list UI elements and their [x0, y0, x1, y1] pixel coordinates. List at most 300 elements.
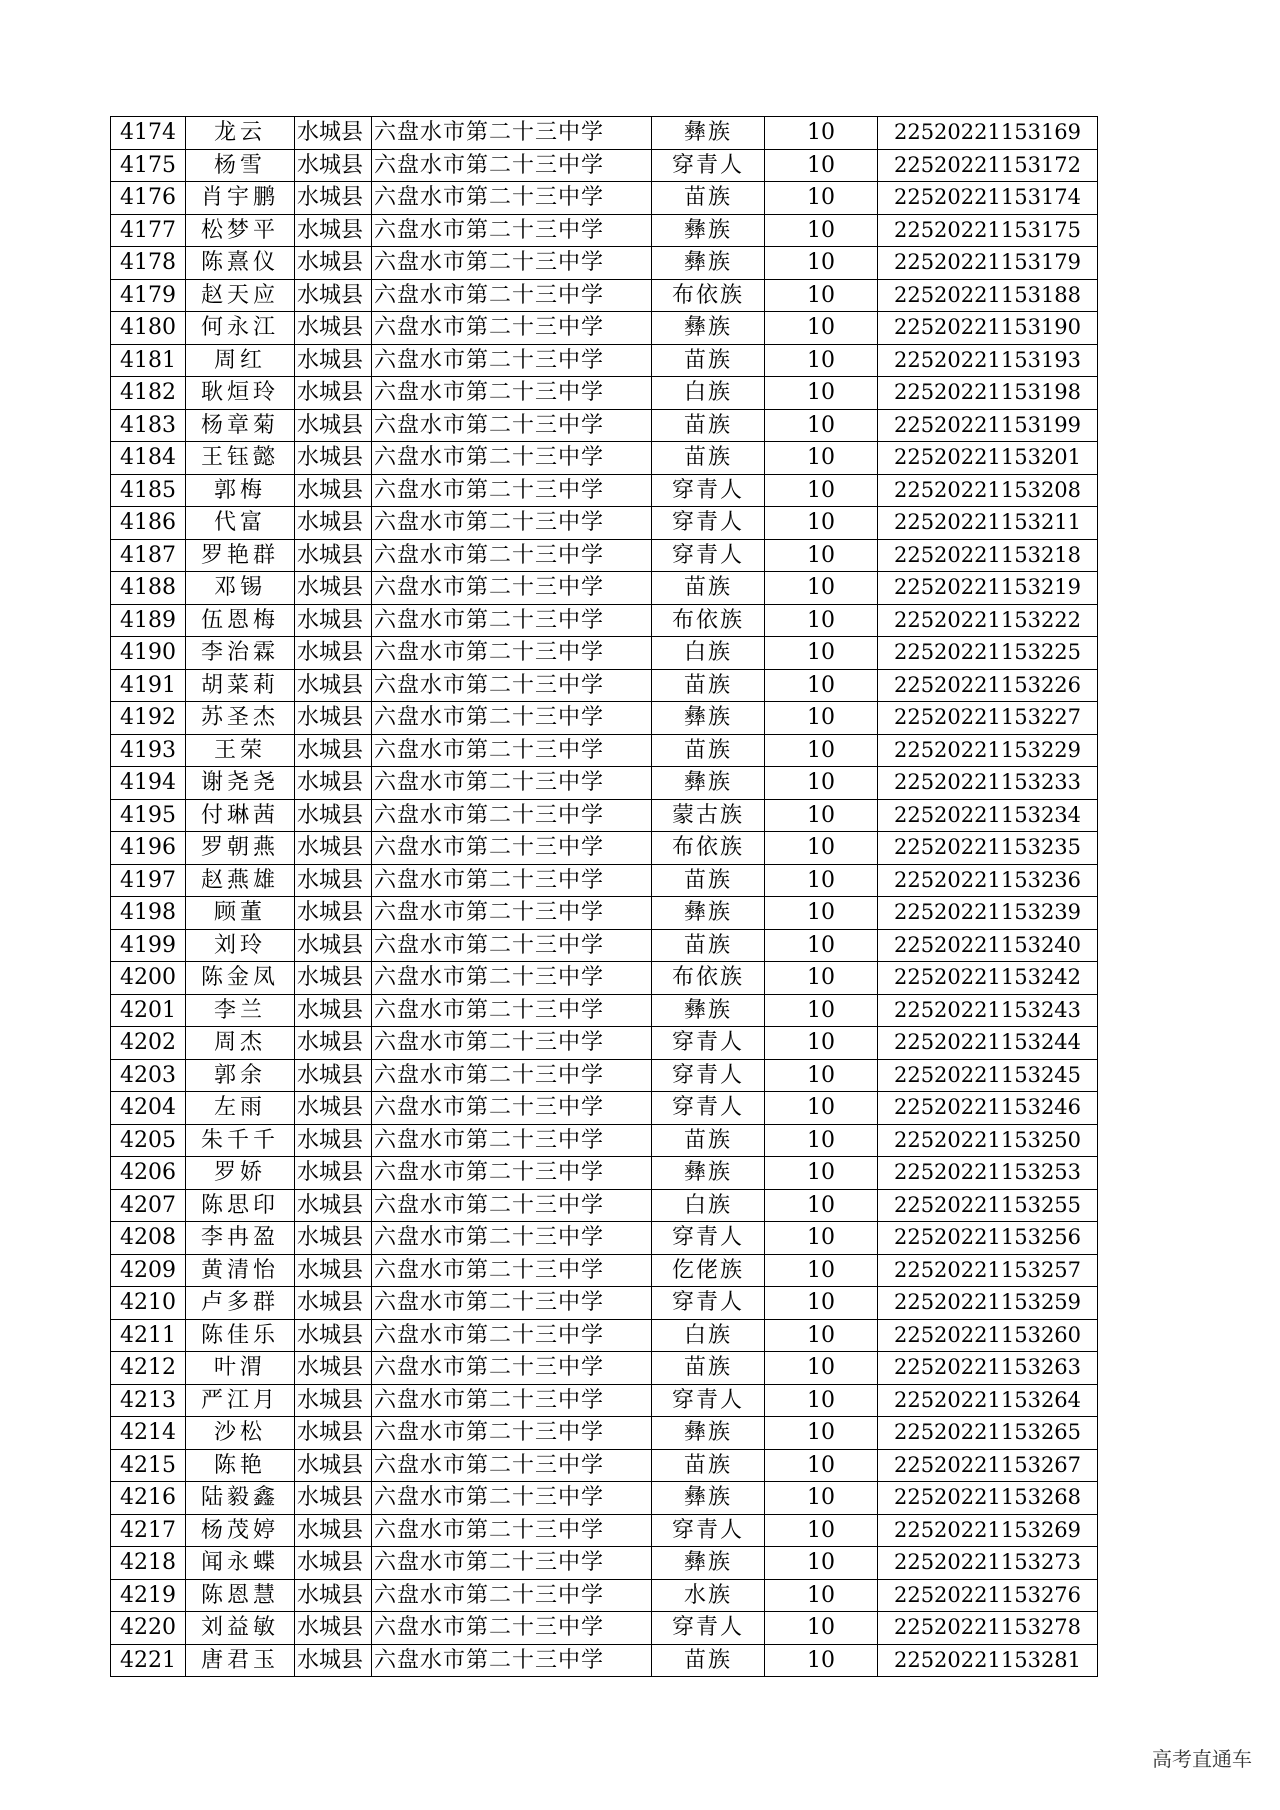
student-name-cell: 赵燕雄: [186, 864, 295, 897]
ethnicity-cell: 穿青人: [652, 1222, 765, 1255]
table-row: [111, 702, 1098, 735]
student-name-cell: 谢尧尧: [186, 767, 295, 800]
exam-id-cell: 22520221153172: [878, 149, 1098, 182]
row-number-cell: 4186: [111, 507, 186, 540]
row-number-cell: 4213: [111, 1384, 186, 1417]
school-cell: 六盘水市第二十三中学: [372, 1579, 652, 1612]
county-cell: 水城县: [295, 117, 372, 150]
school-cell: 六盘水市第二十三中学: [372, 409, 652, 442]
student-name-cell: 赵天应: [186, 279, 295, 312]
county-cell: 水城县: [295, 1189, 372, 1222]
row-number-cell: 4187: [111, 539, 186, 572]
county-cell: 水城县: [295, 442, 372, 475]
ethnicity-cell: 布依族: [652, 832, 765, 865]
county-cell: 水城县: [295, 1514, 372, 1547]
row-number-cell: 4194: [111, 767, 186, 800]
ethnicity-cell: 穿青人: [652, 1059, 765, 1092]
score-cell: 10: [765, 702, 878, 735]
table-row: [111, 832, 1098, 865]
row-number-cell: 4216: [111, 1482, 186, 1515]
table-row: [111, 734, 1098, 767]
student-name-cell: 李兰: [186, 994, 295, 1027]
ethnicity-cell: 彝族: [652, 247, 765, 280]
score-cell: 10: [765, 962, 878, 995]
student-name-cell: 松梦平: [186, 214, 295, 247]
school-cell: 六盘水市第二十三中学: [372, 1157, 652, 1190]
row-number-cell: 4215: [111, 1449, 186, 1482]
school-cell: 六盘水市第二十三中学: [372, 1287, 652, 1320]
exam-id-cell: 22520221153235: [878, 832, 1098, 865]
school-cell: 六盘水市第二十三中学: [372, 539, 652, 572]
ethnicity-cell: 白族: [652, 637, 765, 670]
score-cell: 10: [765, 1449, 878, 1482]
score-cell: 10: [765, 507, 878, 540]
county-cell: 水城县: [295, 897, 372, 930]
table-row: [111, 409, 1098, 442]
exam-id-cell: 22520221153259: [878, 1287, 1098, 1320]
exam-id-cell: 22520221153169: [878, 117, 1098, 150]
school-cell: 六盘水市第二十三中学: [372, 182, 652, 215]
score-cell: 10: [765, 1514, 878, 1547]
school-cell: 六盘水市第二十三中学: [372, 1547, 652, 1580]
roster-body: [111, 117, 1098, 1677]
school-cell: 六盘水市第二十三中学: [372, 604, 652, 637]
exam-id-cell: 22520221153239: [878, 897, 1098, 930]
ethnicity-cell: 苗族: [652, 864, 765, 897]
school-cell: 六盘水市第二十三中学: [372, 344, 652, 377]
school-cell: 六盘水市第二十三中学: [372, 572, 652, 605]
row-number-cell: 4195: [111, 799, 186, 832]
score-cell: 10: [765, 182, 878, 215]
school-cell: 六盘水市第二十三中学: [372, 962, 652, 995]
row-number-cell: 4190: [111, 637, 186, 670]
score-cell: 10: [765, 1222, 878, 1255]
school-cell: 六盘水市第二十三中学: [372, 117, 652, 150]
ethnicity-cell: 穿青人: [652, 149, 765, 182]
county-cell: 水城县: [295, 279, 372, 312]
school-cell: 六盘水市第二十三中学: [372, 442, 652, 475]
table-row: [111, 1612, 1098, 1645]
row-number-cell: 4201: [111, 994, 186, 1027]
school-cell: 六盘水市第二十三中学: [372, 994, 652, 1027]
student-name-cell: 罗艳群: [186, 539, 295, 572]
ethnicity-cell: 苗族: [652, 1352, 765, 1385]
table-row: [111, 962, 1098, 995]
ethnicity-cell: 穿青人: [652, 474, 765, 507]
score-cell: 10: [765, 1547, 878, 1580]
table-row: [111, 669, 1098, 702]
school-cell: 六盘水市第二十三中学: [372, 1222, 652, 1255]
score-cell: 10: [765, 767, 878, 800]
ethnicity-cell: 彝族: [652, 214, 765, 247]
exam-id-cell: 22520221153225: [878, 637, 1098, 670]
table-row: [111, 442, 1098, 475]
row-number-cell: 4221: [111, 1644, 186, 1677]
county-cell: 水城县: [295, 312, 372, 345]
county-cell: 水城县: [295, 572, 372, 605]
table-row: [111, 637, 1098, 670]
ethnicity-cell: 彝族: [652, 767, 765, 800]
ethnicity-cell: 苗族: [652, 572, 765, 605]
ethnicity-cell: 彝族: [652, 1417, 765, 1450]
score-cell: 10: [765, 247, 878, 280]
row-number-cell: 4210: [111, 1287, 186, 1320]
county-cell: 水城县: [295, 182, 372, 215]
table-row: [111, 1287, 1098, 1320]
table-row: [111, 1027, 1098, 1060]
table-row: [111, 1319, 1098, 1352]
school-cell: 六盘水市第二十三中学: [372, 864, 652, 897]
student-name-cell: 顾董: [186, 897, 295, 930]
table-row: [111, 117, 1098, 150]
score-cell: 10: [765, 1254, 878, 1287]
school-cell: 六盘水市第二十三中学: [372, 767, 652, 800]
ethnicity-cell: 苗族: [652, 344, 765, 377]
school-cell: 六盘水市第二十三中学: [372, 1027, 652, 1060]
county-cell: 水城县: [295, 1482, 372, 1515]
school-cell: 六盘水市第二十三中学: [372, 929, 652, 962]
student-name-cell: 杨茂婷: [186, 1514, 295, 1547]
county-cell: 水城县: [295, 1384, 372, 1417]
score-cell: 10: [765, 637, 878, 670]
row-number-cell: 4207: [111, 1189, 186, 1222]
school-cell: 六盘水市第二十三中学: [372, 214, 652, 247]
table-row: [111, 799, 1098, 832]
county-cell: 水城县: [295, 1027, 372, 1060]
county-cell: 水城县: [295, 832, 372, 865]
table-row: [111, 604, 1098, 637]
row-number-cell: 4199: [111, 929, 186, 962]
row-number-cell: 4209: [111, 1254, 186, 1287]
student-name-cell: 郭余: [186, 1059, 295, 1092]
county-cell: 水城县: [295, 1449, 372, 1482]
ethnicity-cell: 彝族: [652, 117, 765, 150]
exam-id-cell: 22520221153265: [878, 1417, 1098, 1450]
county-cell: 水城县: [295, 1059, 372, 1092]
table-row: [111, 539, 1098, 572]
county-cell: 水城县: [295, 1417, 372, 1450]
score-cell: 10: [765, 1482, 878, 1515]
score-cell: 10: [765, 604, 878, 637]
county-cell: 水城县: [295, 669, 372, 702]
row-number-cell: 4185: [111, 474, 186, 507]
exam-id-cell: 22520221153267: [878, 1449, 1098, 1482]
student-name-cell: 邓锡: [186, 572, 295, 605]
row-number-cell: 4217: [111, 1514, 186, 1547]
ethnicity-cell: 穿青人: [652, 1612, 765, 1645]
ethnicity-cell: 布依族: [652, 279, 765, 312]
row-number-cell: 4196: [111, 832, 186, 865]
county-cell: 水城县: [295, 409, 372, 442]
county-cell: 水城县: [295, 637, 372, 670]
ethnicity-cell: 苗族: [652, 929, 765, 962]
exam-id-cell: 22520221153246: [878, 1092, 1098, 1125]
student-name-cell: 陈思印: [186, 1189, 295, 1222]
county-cell: 水城县: [295, 604, 372, 637]
ethnicity-cell: 苗族: [652, 1449, 765, 1482]
exam-id-cell: 22520221153263: [878, 1352, 1098, 1385]
table-row: [111, 1514, 1098, 1547]
exam-id-cell: 22520221153226: [878, 669, 1098, 702]
student-name-cell: 周杰: [186, 1027, 295, 1060]
row-number-cell: 4189: [111, 604, 186, 637]
school-cell: 六盘水市第二十三中学: [372, 1612, 652, 1645]
row-number-cell: 4212: [111, 1352, 186, 1385]
ethnicity-cell: 彝族: [652, 1482, 765, 1515]
school-cell: 六盘水市第二十三中学: [372, 637, 652, 670]
student-name-cell: 罗娇: [186, 1157, 295, 1190]
exam-id-cell: 22520221153242: [878, 962, 1098, 995]
student-name-cell: 陈佳乐: [186, 1319, 295, 1352]
table-row: [111, 1482, 1098, 1515]
school-cell: 六盘水市第二十三中学: [372, 1384, 652, 1417]
exam-id-cell: 22520221153222: [878, 604, 1098, 637]
table-row: [111, 1384, 1098, 1417]
ethnicity-cell: 苗族: [652, 409, 765, 442]
table-row: [111, 572, 1098, 605]
row-number-cell: 4211: [111, 1319, 186, 1352]
row-number-cell: 4180: [111, 312, 186, 345]
score-cell: 10: [765, 149, 878, 182]
table-row: [111, 929, 1098, 962]
student-name-cell: 沙松: [186, 1417, 295, 1450]
exam-id-cell: 22520221153240: [878, 929, 1098, 962]
student-name-cell: 何永江: [186, 312, 295, 345]
ethnicity-cell: 彝族: [652, 994, 765, 1027]
table-row: [111, 864, 1098, 897]
county-cell: 水城县: [295, 1644, 372, 1677]
score-cell: 10: [765, 214, 878, 247]
exam-id-cell: 22520221153174: [878, 182, 1098, 215]
school-cell: 六盘水市第二十三中学: [372, 702, 652, 735]
student-name-cell: 刘玲: [186, 929, 295, 962]
table-row: [111, 1157, 1098, 1190]
student-name-cell: 闻永蝶: [186, 1547, 295, 1580]
exam-id-cell: 22520221153219: [878, 572, 1098, 605]
student-name-cell: 苏圣杰: [186, 702, 295, 735]
ethnicity-cell: 穿青人: [652, 507, 765, 540]
table-row: [111, 214, 1098, 247]
score-cell: 10: [765, 1319, 878, 1352]
county-cell: 水城县: [295, 1092, 372, 1125]
row-number-cell: 4191: [111, 669, 186, 702]
row-number-cell: 4192: [111, 702, 186, 735]
student-name-cell: 伍恩梅: [186, 604, 295, 637]
school-cell: 六盘水市第二十三中学: [372, 897, 652, 930]
score-cell: 10: [765, 1189, 878, 1222]
student-name-cell: 李治霖: [186, 637, 295, 670]
exam-id-cell: 22520221153278: [878, 1612, 1098, 1645]
school-cell: 六盘水市第二十三中学: [372, 1319, 652, 1352]
county-cell: 水城县: [295, 734, 372, 767]
ethnicity-cell: 水族: [652, 1579, 765, 1612]
school-cell: 六盘水市第二十三中学: [372, 247, 652, 280]
school-cell: 六盘水市第二十三中学: [372, 669, 652, 702]
table-row: [111, 1547, 1098, 1580]
student-name-cell: 唐君玉: [186, 1644, 295, 1677]
ethnicity-cell: 布依族: [652, 604, 765, 637]
watermark-text: 高考直通车: [1152, 1747, 1252, 1771]
row-number-cell: 4182: [111, 377, 186, 410]
score-cell: 10: [765, 1384, 878, 1417]
score-cell: 10: [765, 1612, 878, 1645]
county-cell: 水城县: [295, 1352, 372, 1385]
row-number-cell: 4181: [111, 344, 186, 377]
exam-id-cell: 22520221153245: [878, 1059, 1098, 1092]
row-number-cell: 4204: [111, 1092, 186, 1125]
student-name-cell: 左雨: [186, 1092, 295, 1125]
exam-id-cell: 22520221153193: [878, 344, 1098, 377]
score-cell: 10: [765, 1352, 878, 1385]
table-row: [111, 279, 1098, 312]
exam-id-cell: 22520221153188: [878, 279, 1098, 312]
ethnicity-cell: 白族: [652, 1189, 765, 1222]
score-cell: 10: [765, 1579, 878, 1612]
county-cell: 水城县: [295, 864, 372, 897]
student-name-cell: 叶渭: [186, 1352, 295, 1385]
exam-id-cell: 22520221153198: [878, 377, 1098, 410]
score-cell: 10: [765, 864, 878, 897]
student-name-cell: 陆毅鑫: [186, 1482, 295, 1515]
exam-id-cell: 22520221153250: [878, 1124, 1098, 1157]
table-row: [111, 149, 1098, 182]
school-cell: 六盘水市第二十三中学: [372, 799, 652, 832]
table-row: [111, 1092, 1098, 1125]
ethnicity-cell: 穿青人: [652, 1287, 765, 1320]
table-row: [111, 1579, 1098, 1612]
school-cell: 六盘水市第二十三中学: [372, 1482, 652, 1515]
ethnicity-cell: 苗族: [652, 182, 765, 215]
score-cell: 10: [765, 312, 878, 345]
student-name-cell: 卢多群: [186, 1287, 295, 1320]
exam-id-cell: 22520221153236: [878, 864, 1098, 897]
student-name-cell: 陈熹仪: [186, 247, 295, 280]
county-cell: 水城县: [295, 1319, 372, 1352]
county-cell: 水城县: [295, 377, 372, 410]
row-number-cell: 4177: [111, 214, 186, 247]
exam-id-cell: 22520221153257: [878, 1254, 1098, 1287]
county-cell: 水城县: [295, 1547, 372, 1580]
table-row: [111, 312, 1098, 345]
exam-id-cell: 22520221153264: [878, 1384, 1098, 1417]
table-row: [111, 182, 1098, 215]
county-cell: 水城县: [295, 214, 372, 247]
county-cell: 水城县: [295, 994, 372, 1027]
ethnicity-cell: 穿青人: [652, 539, 765, 572]
score-cell: 10: [765, 799, 878, 832]
exam-id-cell: 22520221153269: [878, 1514, 1098, 1547]
school-cell: 六盘水市第二十三中学: [372, 279, 652, 312]
ethnicity-cell: 苗族: [652, 442, 765, 475]
ethnicity-cell: 苗族: [652, 1124, 765, 1157]
school-cell: 六盘水市第二十三中学: [372, 1124, 652, 1157]
score-cell: 10: [765, 377, 878, 410]
school-cell: 六盘水市第二十三中学: [372, 1514, 652, 1547]
score-cell: 10: [765, 474, 878, 507]
row-number-cell: 4218: [111, 1547, 186, 1580]
county-cell: 水城县: [295, 247, 372, 280]
school-cell: 六盘水市第二十三中学: [372, 1417, 652, 1450]
county-cell: 水城县: [295, 344, 372, 377]
county-cell: 水城县: [295, 474, 372, 507]
exam-id-cell: 22520221153227: [878, 702, 1098, 735]
score-cell: 10: [765, 1157, 878, 1190]
table-row: [111, 1417, 1098, 1450]
county-cell: 水城县: [295, 1287, 372, 1320]
county-cell: 水城县: [295, 1612, 372, 1645]
student-name-cell: 朱千千: [186, 1124, 295, 1157]
student-name-cell: 周红: [186, 344, 295, 377]
roster-table: [110, 116, 1098, 1677]
student-name-cell: 龙云: [186, 117, 295, 150]
county-cell: 水城县: [295, 1579, 372, 1612]
row-number-cell: 4203: [111, 1059, 186, 1092]
score-cell: 10: [765, 1644, 878, 1677]
ethnicity-cell: 蒙古族: [652, 799, 765, 832]
row-number-cell: 4174: [111, 117, 186, 150]
school-cell: 六盘水市第二十三中学: [372, 507, 652, 540]
row-number-cell: 4198: [111, 897, 186, 930]
table-row: [111, 507, 1098, 540]
exam-id-cell: 22520221153273: [878, 1547, 1098, 1580]
exam-id-cell: 22520221153253: [878, 1157, 1098, 1190]
exam-id-cell: 22520221153260: [878, 1319, 1098, 1352]
county-cell: 水城县: [295, 1124, 372, 1157]
school-cell: 六盘水市第二十三中学: [372, 1449, 652, 1482]
score-cell: 10: [765, 409, 878, 442]
ethnicity-cell: 穿青人: [652, 1092, 765, 1125]
ethnicity-cell: 彝族: [652, 1157, 765, 1190]
ethnicity-cell: 布依族: [652, 962, 765, 995]
table-row: [111, 247, 1098, 280]
row-number-cell: 4183: [111, 409, 186, 442]
student-name-cell: 付琳茜: [186, 799, 295, 832]
school-cell: 六盘水市第二十三中学: [372, 1059, 652, 1092]
school-cell: 六盘水市第二十三中学: [372, 1352, 652, 1385]
row-number-cell: 4184: [111, 442, 186, 475]
student-name-cell: 杨章菊: [186, 409, 295, 442]
row-number-cell: 4188: [111, 572, 186, 605]
county-cell: 水城县: [295, 962, 372, 995]
school-cell: 六盘水市第二十三中学: [372, 312, 652, 345]
ethnicity-cell: 彝族: [652, 702, 765, 735]
score-cell: 10: [765, 669, 878, 702]
county-cell: 水城县: [295, 929, 372, 962]
ethnicity-cell: 彝族: [652, 1547, 765, 1580]
school-cell: 六盘水市第二十三中学: [372, 149, 652, 182]
exam-id-cell: 22520221153201: [878, 442, 1098, 475]
row-number-cell: 4179: [111, 279, 186, 312]
table-row: [111, 1254, 1098, 1287]
exam-id-cell: 22520221153244: [878, 1027, 1098, 1060]
row-number-cell: 4220: [111, 1612, 186, 1645]
score-cell: 10: [765, 832, 878, 865]
exam-id-cell: 22520221153281: [878, 1644, 1098, 1677]
score-cell: 10: [765, 929, 878, 962]
county-cell: 水城县: [295, 702, 372, 735]
table-row: [111, 1222, 1098, 1255]
score-cell: 10: [765, 117, 878, 150]
ethnicity-cell: 苗族: [652, 669, 765, 702]
row-number-cell: 4178: [111, 247, 186, 280]
school-cell: 六盘水市第二十三中学: [372, 1254, 652, 1287]
exam-id-cell: 22520221153199: [878, 409, 1098, 442]
score-cell: 10: [765, 279, 878, 312]
school-cell: 六盘水市第二十三中学: [372, 1189, 652, 1222]
school-cell: 六盘水市第二十三中学: [372, 377, 652, 410]
student-name-cell: 刘益敏: [186, 1612, 295, 1645]
table-row: [111, 377, 1098, 410]
